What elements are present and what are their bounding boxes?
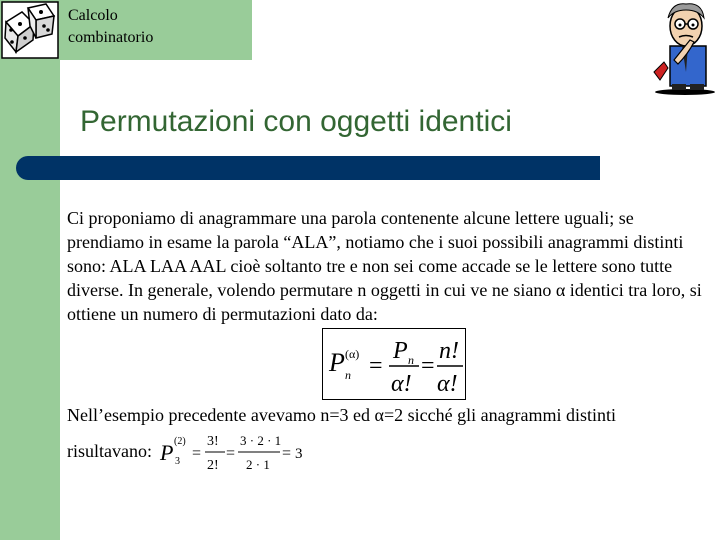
main-paragraph — [67, 206, 715, 326]
slide-title: Permutazioni con oggetti identici — [80, 105, 512, 138]
example-eq-1: = — [192, 445, 202, 462]
example-lhs-base: P — [160, 440, 174, 465]
example-frac2-num: 3 · 2 · 1 — [240, 433, 282, 448]
formula-frac2-num: n! — [439, 338, 459, 364]
formula-frac1-num-sub: n — [408, 353, 414, 367]
formula-eq-2: = — [421, 353, 435, 379]
formula-lhs-sub: n — [345, 368, 351, 382]
header-title-line-1: Calcolo — [68, 7, 118, 24]
thinking-professor-icon — [652, 0, 718, 96]
paragraph-text: Ci proponiamo di anagrammare una parola contenente alcune lettere uguali; se prendiamo in esame la parola “ALA”, notiamo che i suoi possibili anagrammi distinti sono: ALA LAA AAL cioè soltanto tre e non sei come accade se le lettere sono tutte diverse. In generale, volendo permutare n oggetti in cui ve ne siano α identici tra loro, si ottiene un numero di permutazioni dato da: — [67, 208, 702, 324]
example-line: Nell’esempio precedente avevamo n=3 ed α=2 sicché gli anagrammi distinti — [67, 405, 617, 425]
example-eq-2: = — [226, 445, 236, 462]
header-title — [68, 5, 153, 49]
example-frac1-num: 3! — [207, 434, 219, 449]
dice-icon — [0, 0, 60, 60]
example-frac1-den: 2! — [207, 458, 219, 473]
left-side-band — [0, 0, 60, 540]
formula-eq-1: = — [369, 353, 383, 379]
example-result: 3 — [295, 446, 303, 462]
formula-frac1-den: α! — [391, 371, 412, 397]
example-lhs-sub: 3 — [175, 456, 180, 467]
example-lhs-sup: (2) — [174, 436, 186, 447]
formula-frac2-den: α! — [437, 371, 458, 397]
formula-frac1-num: P — [393, 338, 408, 364]
header-title-line-2: combinatorio — [68, 29, 154, 46]
example-formula — [158, 428, 308, 478]
formula-lhs-sup: (α) — [345, 347, 360, 361]
title-underline-bar — [16, 156, 600, 180]
example-frac2-den: 2 · 1 — [246, 457, 270, 472]
example-label: risultavano: — [67, 441, 152, 461]
general-formula — [322, 328, 466, 400]
example-eq-3: = — [282, 445, 292, 462]
formula-lhs-base: P — [329, 348, 345, 377]
